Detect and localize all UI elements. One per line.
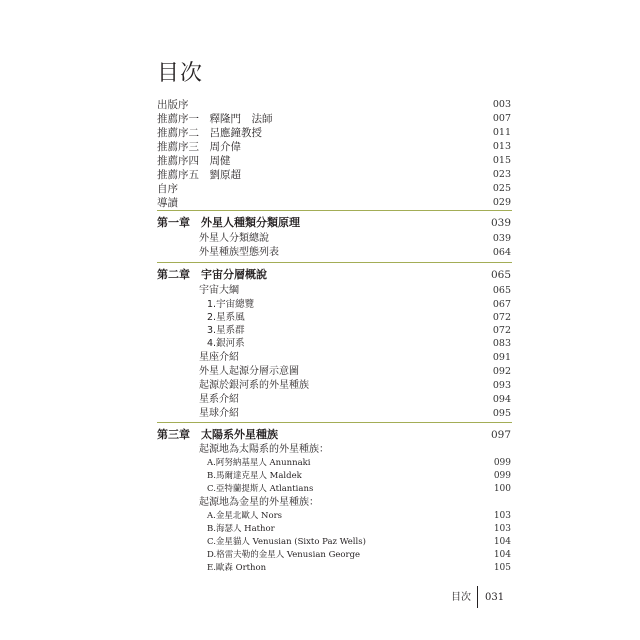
toc-entry-label: 1.宇宙總覽: [207, 299, 255, 310]
toc-entry[interactable]: [207, 535, 512, 549]
toc-entry[interactable]: [157, 126, 512, 140]
chapter-heading[interactable]: [157, 216, 512, 230]
toc-entry[interactable]: [199, 379, 512, 393]
chapter-page: 039: [490, 217, 511, 229]
toc-entry[interactable]: [199, 284, 512, 298]
toc-entry-page: 025: [492, 183, 511, 194]
toc-entry-label: 推薦序二 呂應鐘教授: [157, 127, 262, 139]
toc-entry-label: 宇宙大綱: [199, 285, 239, 296]
toc-entry-page: 039: [492, 233, 511, 244]
toc-entry-page: 104: [493, 537, 511, 547]
toc-entry-page: 072: [492, 325, 511, 336]
toc-entry-label: C.亞特蘭提斯人 Atlantians: [207, 484, 314, 494]
toc-subheading-label: 起源地為金星的外星種族：: [199, 497, 319, 508]
toc-entry-page: 083: [492, 338, 511, 349]
toc-entry-label: 推薦序一 釋隆門 法師: [157, 113, 273, 125]
toc-entry-label: B.馬爾達克星人 Maldek: [207, 471, 302, 481]
toc-entry-page: 104: [493, 550, 511, 560]
toc-entry[interactable]: [157, 140, 512, 154]
toc-entry[interactable]: [199, 246, 512, 260]
toc-subheading[interactable]: [199, 496, 512, 510]
toc-entry-label: 推薦序四 周健: [157, 155, 231, 167]
toc-entry[interactable]: [199, 232, 512, 246]
toc-entry-label: 外星人分類總說: [199, 233, 269, 244]
toc-entry[interactable]: [199, 351, 512, 365]
toc-entry-label: B.海瑟人 Hathor: [207, 524, 275, 534]
toc-entry-page: 094: [492, 394, 511, 405]
toc-entry-label: 4.銀河系: [207, 338, 245, 349]
toc-entry[interactable]: [199, 365, 512, 379]
toc-entry-label: A.阿努納基星人 Anunnaki: [207, 458, 311, 468]
toc-entry-page: 065: [492, 285, 511, 296]
toc-entry[interactable]: [207, 522, 512, 536]
toc-entry-page: 011: [492, 127, 511, 138]
toc-entry[interactable]: [157, 196, 512, 210]
toc-entry-label: 星系介紹: [199, 394, 239, 405]
divider: [157, 262, 512, 263]
chapter-label: 第一章 外星人種類分類原理: [157, 216, 300, 229]
toc-entry-page: 099: [493, 471, 511, 481]
toc-entry-page: 093: [492, 380, 511, 391]
toc-entry-page: 072: [492, 312, 511, 323]
toc-entry[interactable]: [207, 337, 512, 351]
toc-entry-page: 013: [492, 141, 511, 152]
toc-entry-page: 103: [493, 524, 511, 534]
toc-entry[interactable]: [157, 112, 512, 126]
toc-entry[interactable]: [157, 98, 512, 112]
toc-entry-label: 推薦序三 周介偉: [157, 141, 241, 153]
toc-entry-label: 2.星系風: [207, 312, 245, 323]
folio-page-number: 031: [485, 592, 505, 603]
chapter-label: 第三章 太陽系外星種族: [157, 428, 278, 441]
toc-entry-label: D.格雷夫勒的金星人 Venusian George: [207, 550, 361, 560]
chapter-heading[interactable]: [157, 268, 512, 282]
toc-entry[interactable]: [157, 154, 512, 168]
toc-entry[interactable]: [207, 548, 512, 562]
toc-entry-label: 星球介紹: [199, 408, 239, 419]
toc-entry-page: 095: [492, 408, 511, 419]
toc-entry-label: C.金星貓人 Venusian (Sixto Paz Wells): [207, 537, 366, 547]
toc-entry-label: 星座介紹: [199, 352, 239, 363]
toc-entry[interactable]: [207, 482, 512, 496]
toc-entry[interactable]: [207, 456, 512, 470]
toc-entry-page: 091: [492, 352, 511, 363]
toc-entry-page: 029: [492, 197, 511, 208]
toc-entry-label: 外星人起源分層示意圖: [199, 366, 299, 377]
toc-entry-label: 導讀: [157, 197, 178, 209]
toc-entry[interactable]: [207, 311, 512, 325]
toc-entry-page: 103: [493, 511, 511, 521]
toc-entry-page: 100: [493, 484, 511, 494]
toc-entry-page: 023: [492, 169, 511, 180]
footer-separator: [477, 586, 478, 608]
toc-entry-label: 3.星系群: [207, 325, 245, 336]
toc-subheading-label: 起源地為太陽系的外星種族：: [199, 444, 329, 455]
divider: [157, 422, 512, 423]
toc-entry-label: A.金星北歐人 Nors: [207, 511, 283, 521]
toc-entry[interactable]: [157, 168, 512, 182]
toc-entry-label: E.歐森 Orthon: [207, 563, 267, 573]
toc-entry[interactable]: [207, 509, 512, 523]
toc-entry[interactable]: [157, 182, 512, 196]
toc-entry-page: 105: [493, 563, 511, 573]
page-title: 目次: [157, 61, 204, 86]
chapter-heading[interactable]: [157, 428, 512, 442]
toc-entry[interactable]: [199, 407, 512, 421]
toc-entry-page: 092: [492, 366, 511, 377]
toc-entry-label: 外星種族型態列表: [199, 247, 279, 258]
chapter-page: 097: [490, 429, 511, 441]
toc-entry-label: 起源於銀河系的外星種族: [199, 380, 309, 391]
toc-entry[interactable]: [207, 561, 512, 575]
running-footer-title: 目次: [451, 592, 471, 603]
toc-entry-page: 067: [492, 299, 511, 310]
toc-subheading[interactable]: [199, 443, 512, 457]
toc-entry-page: 007: [492, 113, 511, 124]
chapter-page: 065: [490, 269, 511, 281]
toc-entry[interactable]: [207, 469, 512, 483]
toc-entry-label: 推薦序五 劉原超: [157, 169, 241, 181]
toc-entry-page: 003: [492, 99, 511, 110]
toc-entry-page: 099: [493, 458, 511, 468]
toc-entry[interactable]: [207, 324, 512, 338]
toc-entry-page: 064: [492, 247, 511, 258]
toc-entry-page: 015: [492, 155, 511, 166]
toc-entry[interactable]: [207, 298, 512, 312]
divider: [157, 210, 512, 211]
toc-entry-label: 出版序: [157, 99, 189, 111]
toc-entry-label: 自序: [157, 183, 178, 195]
chapter-label: 第二章 宇宙分層概說: [157, 268, 267, 281]
toc-entry[interactable]: [199, 393, 512, 407]
